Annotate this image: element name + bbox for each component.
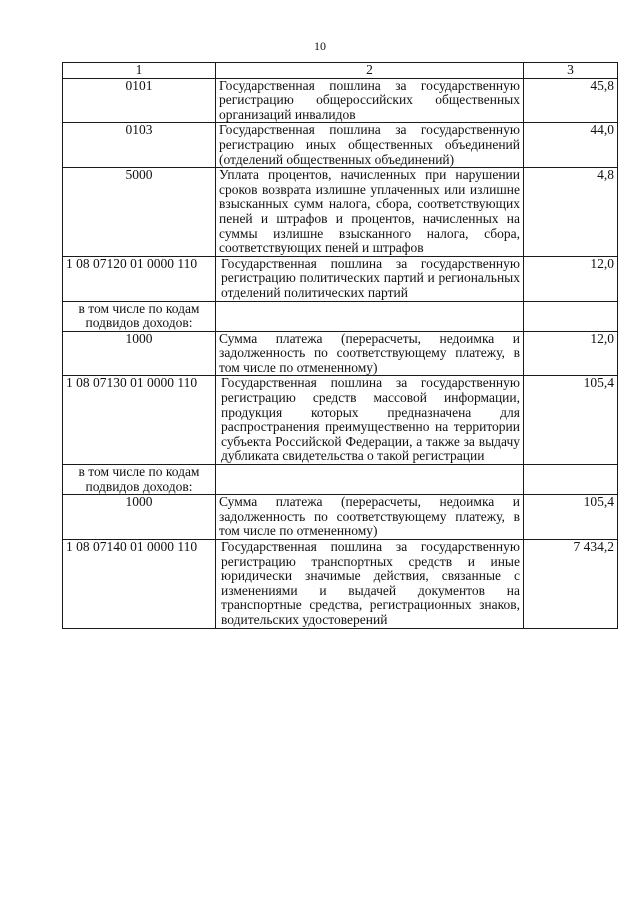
revenue-code: 1 08 07140 01 0000 110 — [63, 540, 216, 629]
table-row — [63, 78, 618, 123]
revenue-description: Сумма платежа (перерасчеты, недоимка и задолженность по соответствующему платежу, в том числе по отмененному) — [216, 495, 524, 540]
revenue-amount — [524, 465, 618, 495]
table-row — [63, 376, 618, 465]
table-row — [63, 301, 618, 331]
revenue-code: 0101 — [63, 78, 216, 123]
revenue-amount: 105,4 — [524, 495, 618, 540]
revenue-description — [216, 465, 524, 495]
revenue-description: Государственная пошлина за государственную регистрацию средств массовой информации, продукция которых предназначена для распространения преимущественно на территории субъекта Российской Федерации, а также за выдачу дубликата свидетельства о такой регистрации — [216, 376, 524, 465]
column-header-2: 2 — [216, 63, 524, 79]
revenue-description: Уплата процентов, начисленных при нарушении сроков возврата излишне уплаченных или излишне взысканных сумм налога, сбора, соответствующих пеней и штрафов и процентов, начисленных на суммы излишне взысканного налога, сбора, соответствующих пеней и штрафов — [216, 168, 524, 257]
column-header-3: 3 — [524, 63, 618, 79]
table-row — [63, 540, 618, 629]
revenue-description: Государственная пошлина за государственную регистрацию общероссийских общественных организаций инвалидов — [216, 78, 524, 123]
table-row — [63, 331, 618, 376]
revenue-description: Государственная пошлина за государственную регистрацию политических партий и региональных отделений политических партий — [216, 256, 524, 301]
table-row — [63, 495, 618, 540]
column-header-1: 1 — [63, 63, 216, 79]
revenue-description: Сумма платежа (перерасчеты, недоимка и задолженность по соответствующему платежу, в том числе по отмененному) — [216, 331, 524, 376]
table-row — [63, 168, 618, 257]
revenue-code: 1000 — [63, 331, 216, 376]
subcode-note: в том числе по кодам подвидов доходов: — [63, 301, 216, 331]
revenue-amount: 12,0 — [524, 256, 618, 301]
revenue-code: 0103 — [63, 123, 216, 168]
revenue-code: 1 08 07120 01 0000 110 — [63, 256, 216, 301]
revenue-amount: 45,8 — [524, 78, 618, 123]
revenue-description — [216, 301, 524, 331]
revenue-code: 5000 — [63, 168, 216, 257]
revenue-amount — [524, 301, 618, 331]
revenue-amount: 105,4 — [524, 376, 618, 465]
revenue-description: Государственная пошлина за государственную регистрацию иных общественных объединений (отделений общественных объединений) — [216, 123, 524, 168]
page-number: 10 — [314, 39, 326, 53]
revenue-amount: 7 434,2 — [524, 540, 618, 629]
table-row — [63, 465, 618, 495]
revenue-description: Государственная пошлина за государственную регистрацию транспортных средств и иные юридически значимые действия, связанные с изменениями и выдачей документов на транспортные средства, регистрационных знаков, водительских удостоверений — [216, 540, 524, 629]
revenue-code: 1000 — [63, 495, 216, 540]
table-row — [63, 256, 618, 301]
revenue-table — [62, 62, 618, 629]
revenue-amount: 44,0 — [524, 123, 618, 168]
revenue-amount: 12,0 — [524, 331, 618, 376]
table-row — [63, 123, 618, 168]
table-header-row — [63, 63, 618, 79]
subcode-note: в том числе по кодам подвидов доходов: — [63, 465, 216, 495]
revenue-code: 1 08 07130 01 0000 110 — [63, 376, 216, 465]
revenue-amount: 4,8 — [524, 168, 618, 257]
